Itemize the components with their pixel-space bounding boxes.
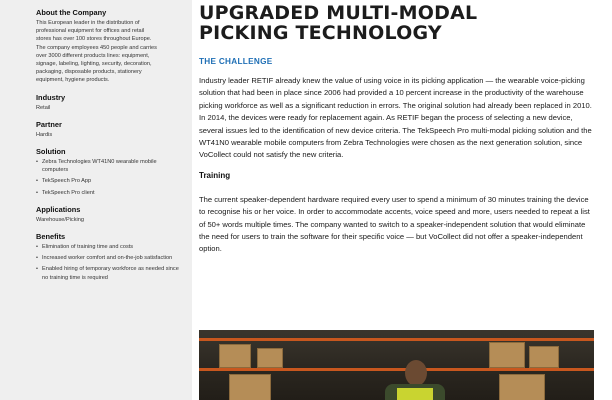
about-heading: About the Company bbox=[36, 8, 107, 17]
solution-item: • TekSpeech Pro client bbox=[36, 189, 184, 197]
about-line: packaging, disposable products, stationery bbox=[36, 69, 142, 76]
benefit-item: • Enabled hiring of temporary workforce as needed since no training time is required bbox=[36, 265, 184, 281]
partner-value: Hardis bbox=[36, 131, 53, 138]
benefits-heading: Benefits bbox=[36, 232, 66, 242]
benefits-section bbox=[36, 232, 184, 282]
about-line: This European leader in the distribution of bbox=[36, 20, 140, 26]
carton bbox=[257, 348, 283, 368]
partner-heading: Partner bbox=[36, 119, 62, 129]
training-subheading: Training bbox=[199, 170, 231, 180]
page-title bbox=[199, 0, 594, 43]
challenge-paragraph: Industry leader RETIF already knew the value of using voice in its picking application — the wearable voice-picking solution that had been in place since 2006 had provided a 10 percent increase in the productivity of the warehouse picking workforce as well as a significant reduction in errors. The original solution had already been replaced in 2010. In 2014, the devices were ready for replacement again. As RETIF began the process of selecting a new device, several issues led to the identification of new device criteria. The TekSpeech Pro multi-modal picking solution and the WT41N0 wearable mobile computers from Zebra Technologies were chosen as the next generation solution, since VoCollect could not satisfy the new criteria. bbox=[199, 76, 592, 160]
sidebar bbox=[0, 0, 192, 400]
carton bbox=[229, 374, 271, 400]
applications-value: Warehouse/Picking bbox=[36, 216, 84, 223]
title-line: PICKING TECHNOLOGY bbox=[199, 22, 442, 44]
section-heading: THE CHALLENGE bbox=[199, 57, 273, 66]
training-paragraph: The current speaker-dependent hardware required every user to spend a minimum of 30 minutes training the device to recognise his or her voice. In order to accommodate accents, voice speed and more, users needed to repeat a list of 50+ words multiple times. The company wanted to switch to a speaker-independent solution that would eliminate the need for users to train the software for their specific voice — but VoCollect did not offer a speaker-independent option. bbox=[199, 194, 590, 254]
industry-value: Retail bbox=[36, 104, 51, 111]
about-line: The company employees 450 people and carries bbox=[36, 44, 157, 51]
partner-section bbox=[36, 120, 184, 139]
worker-vest bbox=[397, 388, 433, 400]
carton bbox=[489, 342, 525, 368]
carton bbox=[219, 344, 251, 368]
title-line: UPGRADED MULTI-MODAL bbox=[199, 2, 478, 24]
carton bbox=[499, 374, 545, 400]
solution-heading: Solution bbox=[36, 147, 66, 157]
rack-beam bbox=[199, 368, 594, 371]
benefit-item: • Increased worker comfort and on-the-job satisfaction bbox=[36, 254, 184, 262]
benefit-item: • Elimination of training time and costs bbox=[36, 243, 184, 251]
warehouse-photo bbox=[199, 330, 594, 400]
solution-section bbox=[36, 147, 184, 197]
solution-item: • Zebra Technologies WT41N0 wearable mobile computers bbox=[36, 158, 184, 174]
applications-section bbox=[36, 205, 184, 224]
industry-section bbox=[36, 93, 184, 112]
about-line: stores has over 100 stores throughout Europe. bbox=[36, 36, 152, 43]
about-text bbox=[36, 19, 184, 85]
about-line: professional equipment for offices and retail bbox=[36, 28, 145, 35]
benefits-list bbox=[36, 243, 184, 282]
solution-item: • TekSpeech Pro App bbox=[36, 177, 184, 185]
about-line: equipment, hygiene products. bbox=[36, 77, 110, 84]
rack-beam bbox=[199, 338, 594, 341]
worker-head bbox=[405, 360, 427, 386]
solution-list bbox=[36, 158, 184, 197]
about-line: over 3000 different products lines: equipment, bbox=[36, 52, 150, 59]
carton bbox=[529, 346, 559, 368]
about-section bbox=[36, 8, 184, 85]
industry-heading: Industry bbox=[36, 92, 66, 102]
about-line: signage, labeling, lighting, security, decoration, bbox=[36, 61, 152, 68]
applications-heading: Applications bbox=[36, 204, 81, 214]
